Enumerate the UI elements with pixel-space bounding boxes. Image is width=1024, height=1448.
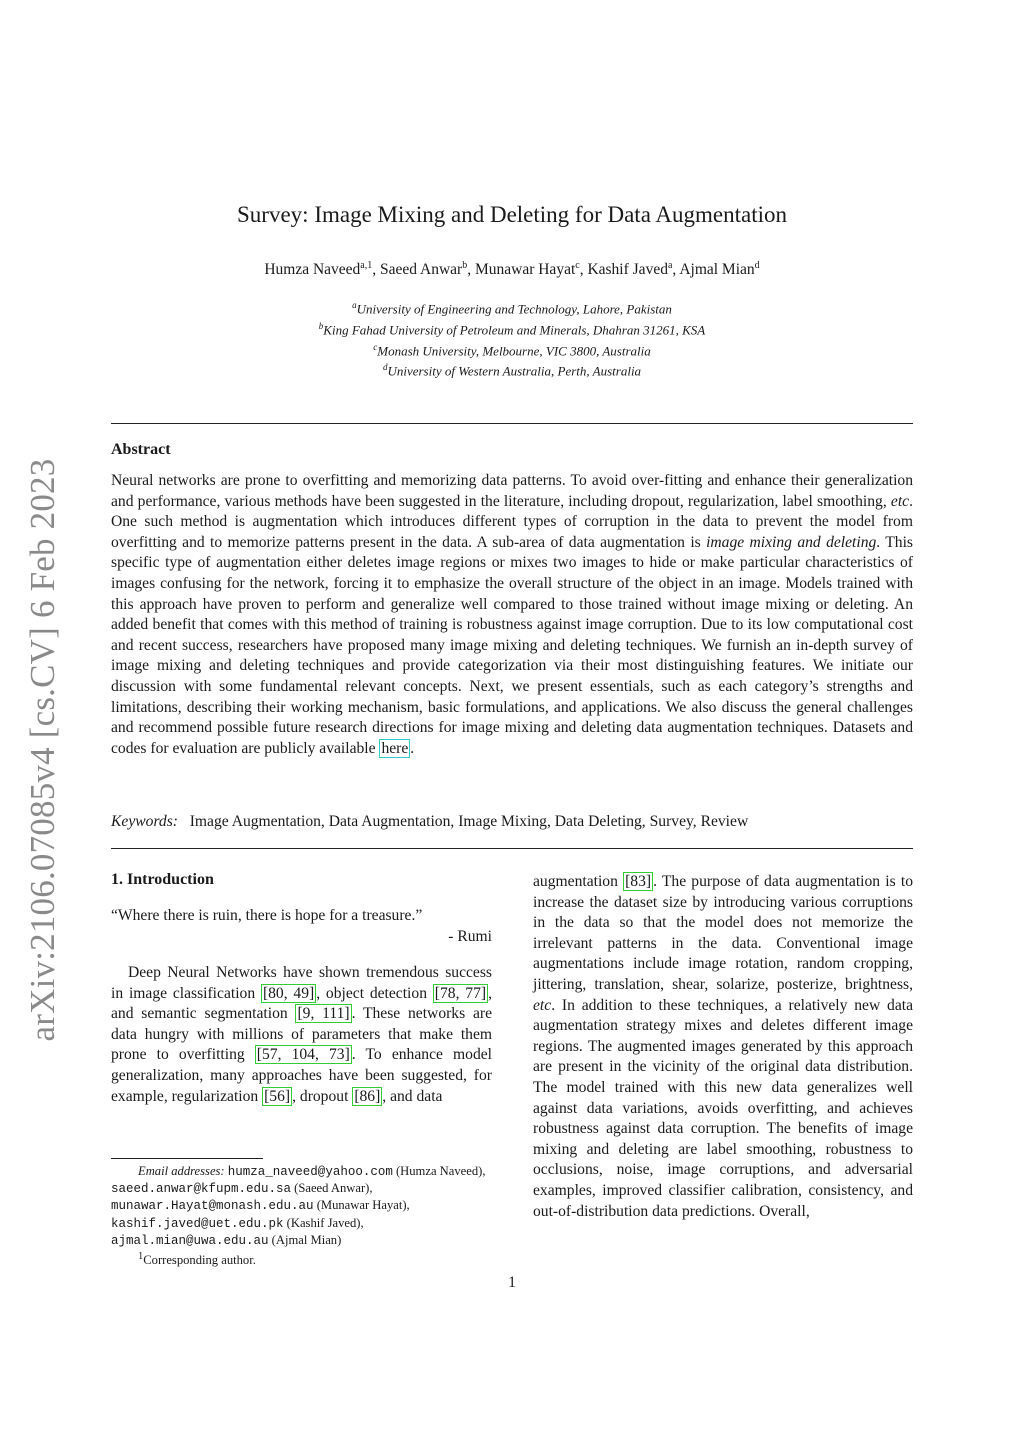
quote-attribution: - Rumi bbox=[448, 927, 492, 945]
email-address[interactable]: ajmal.mian@uwa.edu.au bbox=[111, 1233, 269, 1248]
citation-link[interactable]: [78, 77] bbox=[434, 984, 487, 1002]
paper-title: Survey: Image Mixing and Deleting for Data Augmentation bbox=[237, 202, 787, 227]
affiliation: $^d$University of Western Australia, Perth, Australia bbox=[382, 362, 642, 379]
abstract-top-rule bbox=[111, 423, 913, 424]
citation-link[interactable]: [86] bbox=[354, 1087, 381, 1105]
affiliation-list bbox=[0, 297, 1024, 380]
dataset-link[interactable]: here bbox=[381, 739, 409, 757]
intro-paragraph-right: augmentation [83] . The purpose of data augmentation is to increase the dataset size by introducing various corruptions in the data so that the model does not memorize the irrelevant patterns in the data. Conventional image augmentations include image rotation, random cropping, jittering, translation, shear, solarize, posterize, brightness, etc. In addition to these techniques, a relatively new data augmentation strategy mixes and deletes different image regions. The augmented images generated by this approach are present in the vicinity of the original data distribution. The model trained with this new data generalizes well against data variations, avoids overfitting, and achieves robustness against data corruption. The benefits of image mixing and deleting are label smoothing, robustness to occlusions, noise, image corruptions, and adversarial examples, improved classifier calibration, consistency, and out-of-distribution data predictions. Overall, bbox=[533, 873, 913, 1220]
keywords-label: Keywords: bbox=[111, 813, 178, 830]
intro-paragraph-left: Deep Neural Networks have shown tremendous success in image classification [80, 49] , object detection [78, 77] , and semantic segmentation [9, 111] . These networks are data hungry with millions of parameters that make them prone to overfitting [57, 104, 73] . To enhance model generalization, many approaches have been suggested, for example, regularization [56] , dropout [86] , and data bbox=[111, 964, 493, 1105]
footnote-rule bbox=[111, 1158, 263, 1159]
author-name: Humza Naveed$^{a,1}$, bbox=[264, 260, 380, 279]
affiliation: $^a$University of Engineering and Technology, Lahore, Pakistan bbox=[352, 300, 672, 317]
section-heading-introduction: 1. Introduction bbox=[111, 871, 214, 888]
author-name: Ajmal Mian$^d$ bbox=[679, 260, 760, 279]
citation-link[interactable]: [9, 111] bbox=[297, 1005, 350, 1023]
corresponding-author-footnote: $^1$Corresponding author. bbox=[138, 1251, 256, 1268]
abstract-heading: Abstract bbox=[111, 441, 171, 458]
citation-link[interactable]: [56] bbox=[264, 1087, 291, 1105]
email-footnote: Email addresses: humza_naveed@yahoo.com (Humza Naveed), saeed.anwar@kfupm.edu.sa (Saeed Anwar), munawar.Hayat@monash.edu.au (Munawar Hayat), kashif.javed@uet.edu.pk (Kashif Javed), ajmal.mian@uwa.edu.au (Ajmal Mian) bbox=[111, 1164, 486, 1248]
page-number: 1 bbox=[508, 1274, 516, 1291]
citation-link[interactable]: [57, 104, 73] bbox=[256, 1046, 350, 1064]
epigraph bbox=[111, 906, 492, 947]
email-address[interactable]: saeed.anwar@kfupm.edu.sa bbox=[111, 1182, 292, 1197]
author-list bbox=[0, 260, 1024, 279]
keywords-line bbox=[111, 813, 913, 831]
footnotes bbox=[111, 1163, 492, 1268]
author-name: Saeed Anwar$^b$, bbox=[380, 260, 475, 279]
email-address[interactable]: humza_naveed@yahoo.com bbox=[227, 1165, 393, 1179]
arxiv-identifier-sidebar bbox=[14, 460, 72, 1040]
keywords-text: Image Augmentation, Data Augmentation, Image Mixing, Data Deleting, Survey, Review bbox=[189, 813, 749, 830]
abstract-text: Neural networks are prone to overfitting and memorizing data patterns. To avoid over-fitting and enhance their generalization and performance, various methods have been suggested in the literature, including dropout, regularization, label smoothing, etc. One such method is augmentation which introduces different types of corruption in the data to prevent the model from overfitting and to memorize patterns present in the data. A sub-area of data augmentation is image mixing and deleting. This specific type of augmentation either deletes image regions or mixes two images to hide or make particular characteristics of images confusing for the network, forcing it to emphasize the overall structure of the object in an image. Models trained with this approach have proven to perform and generalize well compared to those trained without image mixing or deleting. An added benefit that comes with this method of training is robustness against image corruption. Due to its low computational cost and recent success, researchers have proposed many image mixing and deleting techniques. We furnish an in-depth survey of image mixing and deleting techniques and provide categorization via their most distinguishing features. We initiate our discussion with some fundamental relevant concepts. Next, we present essentials, such as each category’s strengths and limitations, describing their working mechanism, basic formulations, and applications. We also discuss the general challenges and recommend possible future research directions for image mixing and deleting data augmentation techniques. Datasets and codes for evaluation are publicly available here . bbox=[111, 472, 913, 757]
citation-link[interactable]: [80, 49] bbox=[262, 984, 315, 1002]
author-name: Kashif Javed$^a$, bbox=[587, 260, 680, 279]
citation-link[interactable]: [83] bbox=[625, 873, 652, 890]
email-address[interactable]: munawar.Hayat@monash.edu.au bbox=[111, 1199, 314, 1214]
email-address[interactable]: kashif.javed@uet.edu.pk bbox=[111, 1216, 284, 1231]
affiliation: $^b$King Fahad University of Petroleum and Minerals, Dhahran 31261, KSA bbox=[318, 320, 706, 338]
author-name: Munawar Hayat$^c$, bbox=[474, 260, 588, 279]
affiliation: $^c$Monash University, Melbourne, VIC 3800, Australia bbox=[373, 341, 651, 358]
quote-text: “Where there is ruin, there is hope for a treasure.” bbox=[111, 907, 423, 924]
arxiv-identifier-text: arXiv:2106.07085v4 [cs.CV] 6 Feb 2023 bbox=[23, 458, 62, 1042]
abstract-bottom-rule bbox=[111, 848, 913, 849]
